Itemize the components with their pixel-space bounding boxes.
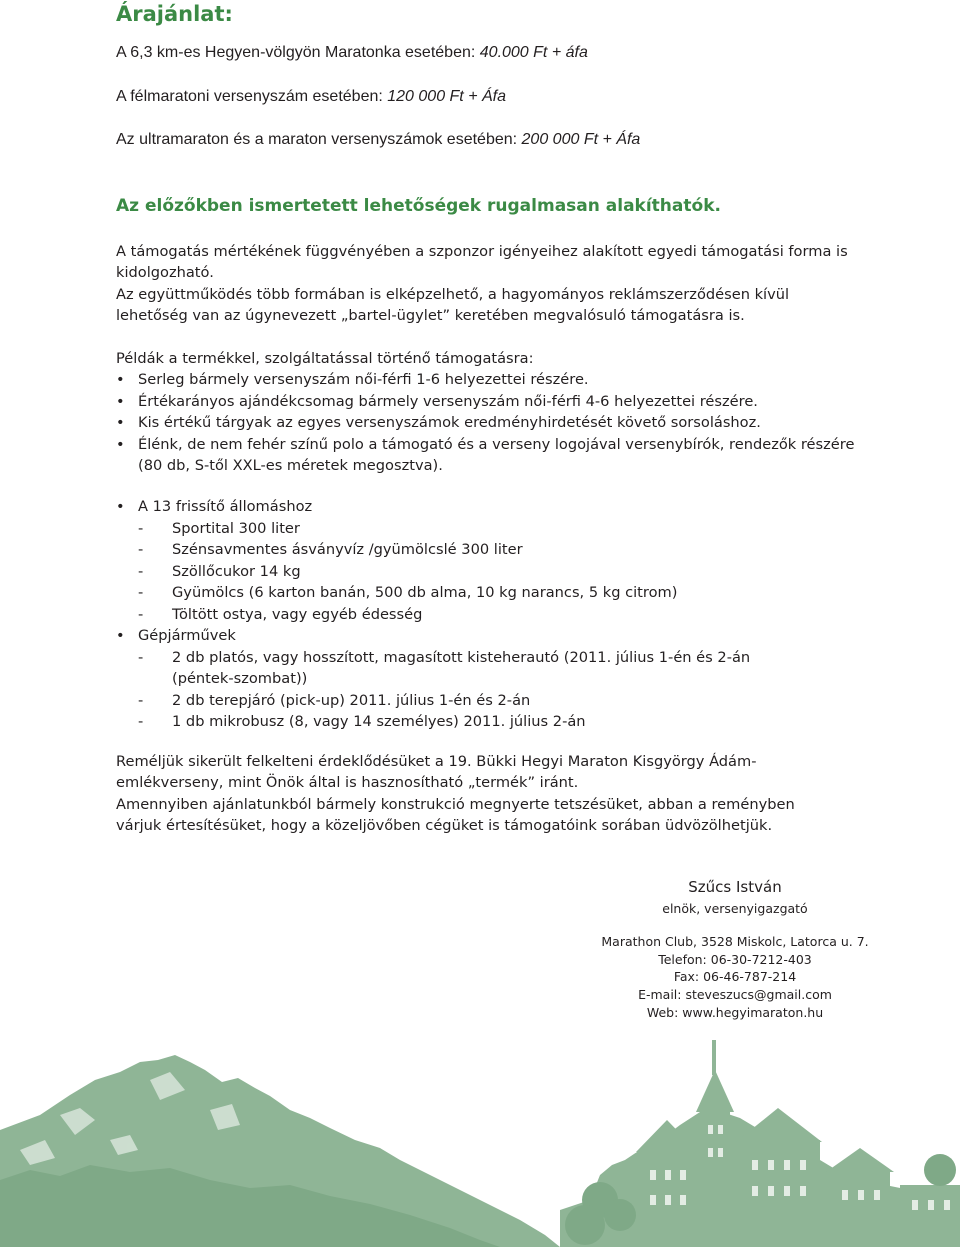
list-item: - 1 db mikrobusz (8, vagy 14 személyes) 2011. július 2-án xyxy=(116,711,856,733)
support-form-paragraph: A támogatás mértékének függvényében a szponzor igényeihez alakított egyedi támogatási forma is kidolgozható. xyxy=(116,243,848,281)
contact-email: E-mail: steveszucs@gmail.com xyxy=(638,987,832,1003)
dash-icon: - xyxy=(138,605,144,623)
signature-role: elnök, versenyigazgató xyxy=(662,901,808,916)
dash-icon: - xyxy=(138,691,144,709)
list-item: - Szénsavmentes ásványvíz /gyümölcslé 300 liter xyxy=(116,539,856,561)
list-item: • Kis értékű tárgyak az egyes versenyszámok eredményhirdetését követő sorsoláshoz. xyxy=(116,412,856,434)
list-item-stations: • A 13 frissítő állomáshoz xyxy=(116,496,856,518)
dash-icon: - xyxy=(138,519,144,537)
dash-icon: - xyxy=(138,562,144,580)
examples-intro: Példák a termékkel, szolgáltatással történő támogatásra: xyxy=(116,350,534,367)
price-value: 40.000 Ft + áfa xyxy=(479,44,588,61)
price-line-ultramarathon xyxy=(116,131,640,149)
list-item: - 2 db terepjáró (pick-up) 2011. július 1-én és 2-án xyxy=(116,690,856,712)
closing-paragraph-interest: Reméljük sikerült felkelteni érdeklődésüket a 19. Bükki Hegyi Maraton Kisgyörgy Ádám-emlékverseny, mint Önök által is hasznosítható „termék” iránt. xyxy=(116,753,757,791)
page-title: Árajánlat: xyxy=(116,2,233,26)
contact-fax: Fax: 06-46-787-214 xyxy=(673,969,797,985)
price-line-maratonka xyxy=(116,44,588,62)
signature-name: Szűcs István xyxy=(688,878,782,896)
mountain-icon xyxy=(0,1055,560,1247)
closing-paragraph-hope: Amennyiben ajánlatunkból bármely konstrukció megnyerte tetszésüket, abban a reményben várjuk értesítésüket, hogy a közeljövőben cégüket is támogatóink sorában üdvözölhetjük. xyxy=(116,796,795,834)
dash-icon: - xyxy=(138,713,144,730)
list-item: - Szöllőcukor 14 kg xyxy=(116,561,856,583)
contact-phone: Telefon: 06-30-7212-403 xyxy=(658,951,812,967)
list-item: • Értékarányos ajándékcsomag bármely versenyszám női-férfi 4-6 helyezettei részére. xyxy=(116,391,856,413)
bullet-icon: • xyxy=(116,371,125,388)
dash-icon: - xyxy=(138,584,144,601)
list-item: • Élénk, de nem fehér színű polo a támogató és a verseny logojával versenybírók, rendezők részére (80 db, S-től XXL-es méretek megosztva). xyxy=(116,435,855,474)
bullet-icon: • xyxy=(116,435,125,453)
bullet-icon: • xyxy=(116,498,125,515)
price-label: A 6,3 km-es Hegyen-völgyön Maratonka esetében: xyxy=(116,44,480,61)
dash-icon: - xyxy=(138,648,144,666)
price-line-half-marathon xyxy=(116,88,506,106)
price-value: 200 000 Ft + Áfa xyxy=(521,131,641,148)
price-label: A félmaratoni versenyszám esetében: xyxy=(116,88,388,105)
mountain-castle-illustration xyxy=(0,1000,960,1247)
examples-list xyxy=(116,369,856,477)
bullet-icon: • xyxy=(116,627,125,644)
list-item: - Töltött ostya, vagy egyéb édesség xyxy=(116,604,856,626)
bullet-icon: • xyxy=(116,414,125,431)
contact-web: Web: www.hegyimaraton.hu xyxy=(646,1004,824,1020)
bullet-icon: • xyxy=(116,392,125,410)
dash-icon: - xyxy=(138,541,144,558)
list-item: - 2 db platós, vagy hosszított, magasított kisteherautó (2011. július 1-én és 2-án (péntek-szombat)) xyxy=(138,648,751,687)
price-value: 120 000 Ft + Áfa xyxy=(387,88,506,105)
list-item-vehicles: • Gépjárművek xyxy=(116,625,856,647)
list-item: - Gyümölcs (6 karton banán, 500 db alma, 10 kg narancs, 5 kg citrom) xyxy=(116,582,856,604)
cooperation-paragraph: Az együttműködés több formában is elképzelhető, a hagyományos reklámszerződésen kívül lehetőség van az úgynevezett „bartel-ügylet” keretében megvalósuló támogatásra is. xyxy=(116,286,790,324)
list-item: • Serleg bármely versenyszám női-férfi 1-6 helyezettei részére. xyxy=(116,369,856,391)
price-label: Az ultramaraton és a maraton versenyszámok esetében: xyxy=(116,131,522,148)
contact-address: Marathon Club, 3528 Miskolc, Latorca u. 7. xyxy=(601,934,869,949)
flexible-options-heading: Az előzőkben ismertetett lehetőségek rugalmasan alakíthatók. xyxy=(116,196,721,216)
supplies-list xyxy=(116,496,856,733)
list-item: - Sportital 300 liter xyxy=(116,518,856,540)
